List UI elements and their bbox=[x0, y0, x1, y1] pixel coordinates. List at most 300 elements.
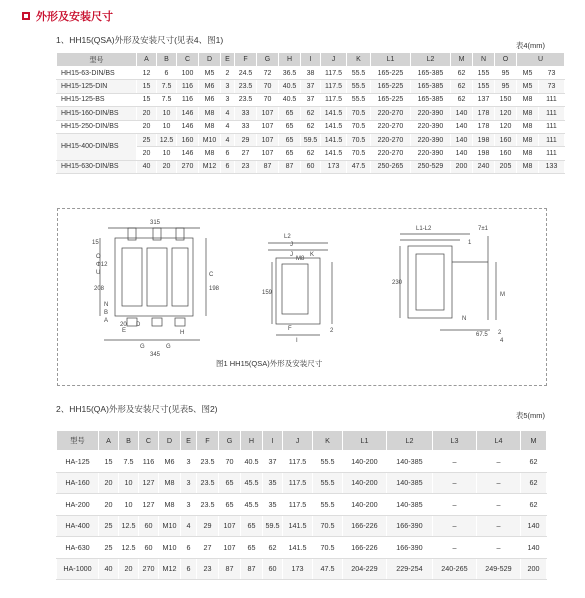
table5-cell: 240-265 bbox=[433, 558, 477, 580]
table5-header-row bbox=[57, 431, 547, 451]
table4-cell: 7.5 bbox=[157, 80, 177, 93]
table5-cell: 107 bbox=[219, 515, 241, 537]
table4-header-o: O bbox=[495, 53, 517, 67]
figure1-dim-label: 230 bbox=[392, 280, 403, 286]
table4-cell: 23.5 bbox=[235, 93, 257, 106]
table4-cell: 173 bbox=[321, 160, 347, 173]
figure1-caption: 图1 HH15(QSA)外形及安装尺寸 bbox=[216, 359, 323, 368]
table4-cell: 111 bbox=[539, 93, 565, 106]
table5-header-cell: M bbox=[521, 431, 547, 451]
table5-model-cell: HA-630 bbox=[57, 537, 99, 559]
table5-cell: – bbox=[477, 451, 521, 473]
table4-model-cell: HH15-63-DIN/BS bbox=[57, 67, 137, 80]
table5-cell: 249-529 bbox=[477, 558, 521, 580]
table4-cell: 116 bbox=[177, 93, 199, 106]
table4-cell: 141.5 bbox=[321, 147, 347, 160]
table4-cell: 95 bbox=[495, 67, 517, 80]
table5-cell: 117.5 bbox=[283, 472, 313, 494]
table4-cell: 270 bbox=[177, 160, 199, 173]
table5-cell: – bbox=[477, 537, 521, 559]
figure1-dim-label: J bbox=[290, 252, 293, 258]
table4-cell: 220-390 bbox=[411, 107, 451, 120]
table4-cell: 65 bbox=[279, 147, 301, 160]
table4-cell: 165-385 bbox=[411, 80, 451, 93]
table5-cell: 141.5 bbox=[283, 537, 313, 559]
table4-cell: M6 bbox=[199, 80, 221, 93]
table5-cell: 87 bbox=[219, 558, 241, 580]
figure1-dim-label: F bbox=[288, 326, 292, 332]
table4-model-cell: HH15-125-DIN bbox=[57, 80, 137, 93]
table4-cell: 10 bbox=[157, 120, 177, 133]
table4-cell: 160 bbox=[495, 147, 517, 160]
table4-cell: M8 bbox=[517, 107, 539, 120]
table5-cell: – bbox=[433, 537, 477, 559]
table5-cell: 23.5 bbox=[197, 451, 219, 473]
table4-cell: 62 bbox=[301, 107, 321, 120]
table4-cell: 141.5 bbox=[321, 120, 347, 133]
table4-cell: 24.5 bbox=[235, 67, 257, 80]
table4-cell: 20 bbox=[137, 147, 157, 160]
table4-cell: 87 bbox=[257, 160, 279, 173]
table4-model-cell: HH15-125-BS bbox=[57, 93, 137, 106]
table5-cell: 117.5 bbox=[283, 494, 313, 516]
table4-cell: 4 bbox=[221, 107, 235, 120]
table4-cell: 2 bbox=[221, 67, 235, 80]
table4-cell: 70 bbox=[257, 93, 279, 106]
table4-header-k: K bbox=[347, 53, 371, 67]
table4-cell: 160 bbox=[177, 133, 199, 146]
table4-header-b: B bbox=[157, 53, 177, 67]
table5-cell: 12.5 bbox=[119, 515, 139, 537]
table5-cell: 270 bbox=[139, 558, 159, 580]
table5-cell: 204-229 bbox=[343, 558, 387, 580]
table4-cell: M8 bbox=[517, 120, 539, 133]
table5-header-cell: F bbox=[197, 431, 219, 451]
table5-cell: 60 bbox=[139, 515, 159, 537]
figure1-dim-label: 7±1 bbox=[478, 226, 488, 232]
table4-cell: 40.5 bbox=[279, 80, 301, 93]
figure1-dim-label: 198 bbox=[209, 286, 220, 292]
table5-cell: 12.5 bbox=[119, 537, 139, 559]
table4-cell: 120 bbox=[495, 120, 517, 133]
table5-cell: 140 bbox=[521, 537, 547, 559]
table5-row bbox=[57, 537, 547, 559]
table4-cell: 155 bbox=[473, 80, 495, 93]
table4-cell: M6 bbox=[199, 93, 221, 106]
figure1-dim-label: 67.5 bbox=[476, 332, 488, 338]
front-pole-2 bbox=[147, 248, 167, 306]
figure1-dim-label: D bbox=[136, 322, 141, 328]
table4-cell: 20 bbox=[157, 160, 177, 173]
table4-cell: 146 bbox=[177, 120, 199, 133]
front-pole-3 bbox=[172, 248, 188, 306]
table4-cell: 60 bbox=[301, 160, 321, 173]
table4-cell: 146 bbox=[177, 107, 199, 120]
table4-cell: 20 bbox=[137, 120, 157, 133]
figure1-dim-label: M bbox=[500, 292, 505, 298]
table5-cell: 35 bbox=[263, 472, 283, 494]
table4-cell: M8 bbox=[199, 120, 221, 133]
table4-cell: 6 bbox=[157, 67, 177, 80]
table4-unit: 表4(mm) bbox=[515, 41, 545, 50]
table4-cell: 23 bbox=[235, 160, 257, 173]
figure1-dim-label: N bbox=[462, 316, 467, 322]
table4-cell: 137 bbox=[473, 93, 495, 106]
table4-cell: 29 bbox=[235, 133, 257, 146]
table4-cell: 55.5 bbox=[347, 67, 371, 80]
figure1-dim-label: H bbox=[180, 330, 185, 336]
table5-cell: 117.5 bbox=[283, 451, 313, 473]
table4-cell: 10 bbox=[157, 107, 177, 120]
table5-cell: 141.5 bbox=[283, 515, 313, 537]
front-bottom-terminal-2 bbox=[152, 318, 162, 326]
figure1-dim-label: U bbox=[96, 270, 101, 276]
table4-cell: 250-265 bbox=[371, 160, 411, 173]
table4-cell: 70.5 bbox=[347, 147, 371, 160]
table4-cell: 15 bbox=[137, 80, 157, 93]
table4-cell: 140 bbox=[451, 133, 473, 146]
table4-cell: 165-225 bbox=[371, 80, 411, 93]
table5-cell: 140-385 bbox=[387, 494, 433, 516]
table5-cell: 25 bbox=[99, 515, 119, 537]
table5 bbox=[56, 430, 547, 580]
table4-cell: 240 bbox=[473, 160, 495, 173]
table5-cell: 10 bbox=[119, 494, 139, 516]
table4-header-l2: L2 bbox=[411, 53, 451, 67]
table4-header-j: J bbox=[321, 53, 347, 67]
table4-cell: M8 bbox=[517, 147, 539, 160]
front-view-body bbox=[115, 238, 193, 316]
table4-cell: 200 bbox=[451, 160, 473, 173]
section1-title: 1、HH15(QSA)外形及安装尺寸(见表4、图1) bbox=[56, 35, 224, 45]
table5-cell: 29 bbox=[197, 515, 219, 537]
table5-cell: 62 bbox=[263, 537, 283, 559]
table4-cell: 70.5 bbox=[347, 107, 371, 120]
table5-cell: 140-200 bbox=[343, 494, 387, 516]
table4-cell: 220-270 bbox=[371, 133, 411, 146]
figure1-dim-label: 20 bbox=[120, 322, 127, 328]
table4-cell: 25 bbox=[137, 133, 157, 146]
table5-model-cell: HA-1000 bbox=[57, 558, 99, 580]
table4-cell: 140 bbox=[451, 147, 473, 160]
table4-cell: 140 bbox=[451, 107, 473, 120]
figure1-dim-label: O bbox=[96, 254, 101, 260]
table4-cell: 220-390 bbox=[411, 147, 451, 160]
table4-cell: M12 bbox=[199, 160, 221, 173]
table4-cell: 38 bbox=[301, 67, 321, 80]
table5-cell: 166-390 bbox=[387, 537, 433, 559]
table4-cell: 7.5 bbox=[157, 93, 177, 106]
table5-cell: 23.5 bbox=[197, 494, 219, 516]
table5-cell: 7.5 bbox=[119, 451, 139, 473]
table4-cell: 37 bbox=[301, 93, 321, 106]
table5-cell: 229-254 bbox=[387, 558, 433, 580]
table4-cell: 160 bbox=[495, 133, 517, 146]
table5-cell: 65 bbox=[219, 472, 241, 494]
table4-cell: 70.5 bbox=[347, 120, 371, 133]
table4-header-a: A bbox=[137, 53, 157, 67]
table4-cell: 178 bbox=[473, 107, 495, 120]
table5-header-cell: H bbox=[241, 431, 263, 451]
figure1-dim-label: B bbox=[104, 310, 109, 316]
table5-cell: 140-200 bbox=[343, 451, 387, 473]
table4-cell: M5 bbox=[517, 80, 539, 93]
table5-header-cell: C bbox=[139, 431, 159, 451]
table5-header-cell: I bbox=[263, 431, 283, 451]
table5-model-cell: HA-125 bbox=[57, 451, 99, 473]
table4-header-n: N bbox=[473, 53, 495, 67]
table4-cell: 116 bbox=[177, 80, 199, 93]
table4-cell: 59.5 bbox=[301, 133, 321, 146]
table5-cell: 116 bbox=[139, 451, 159, 473]
table5-header-cell: 型号 bbox=[57, 431, 99, 451]
table5-cell: – bbox=[477, 494, 521, 516]
table5-cell: 166-226 bbox=[343, 537, 387, 559]
table4-cell: 250-529 bbox=[411, 160, 451, 173]
figure1-dim-label: 159 bbox=[262, 290, 273, 296]
table5-cell: 60 bbox=[263, 558, 283, 580]
table5-cell: 35 bbox=[263, 494, 283, 516]
table4-cell: 111 bbox=[539, 107, 565, 120]
table4-cell: 10 bbox=[157, 147, 177, 160]
table5-cell: 20 bbox=[119, 558, 139, 580]
table5-cell: 140-385 bbox=[387, 451, 433, 473]
table5-cell: 40 bbox=[99, 558, 119, 580]
table5-cell: – bbox=[477, 515, 521, 537]
table5-cell: 107 bbox=[219, 537, 241, 559]
table4-header-f: F bbox=[235, 53, 257, 67]
front-bottom-terminal-3 bbox=[175, 318, 185, 326]
table4-cell: M8 bbox=[517, 133, 539, 146]
table5-header-cell: L3 bbox=[433, 431, 477, 451]
table4-cell: M8 bbox=[199, 107, 221, 120]
table5-header-cell: B bbox=[119, 431, 139, 451]
figure1-dim-label: 2 bbox=[498, 330, 502, 336]
figure1-dim-label: L1-L2 bbox=[416, 226, 432, 232]
table4-cell: 62 bbox=[451, 80, 473, 93]
table5-cell: 23 bbox=[197, 558, 219, 580]
table4-cell: 20 bbox=[137, 107, 157, 120]
table4-cell: 37 bbox=[301, 80, 321, 93]
table5-header-cell: K bbox=[313, 431, 343, 451]
figure1-dim-label: 345 bbox=[150, 352, 161, 358]
table5-cell: 140 bbox=[521, 515, 547, 537]
table5-cell: 65 bbox=[241, 515, 263, 537]
table4-cell: 117.5 bbox=[321, 67, 347, 80]
figure1-dim-label: 4 bbox=[500, 338, 504, 344]
table4-header-e: E bbox=[221, 53, 235, 67]
table4-cell: 15 bbox=[137, 93, 157, 106]
table4-cell: 33 bbox=[235, 107, 257, 120]
table4-cell: 205 bbox=[495, 160, 517, 173]
table5-cell: 127 bbox=[139, 472, 159, 494]
figure1-dim-label: L2 bbox=[284, 234, 291, 240]
table4-cell: 6 bbox=[221, 147, 235, 160]
table5-cell: M8 bbox=[159, 472, 181, 494]
figure1-dim-label: G bbox=[166, 344, 171, 350]
table4-cell: 146 bbox=[177, 147, 199, 160]
table4-header-l1: L1 bbox=[371, 53, 411, 67]
table4-cell: 165-225 bbox=[371, 67, 411, 80]
table4-cell: 27 bbox=[235, 147, 257, 160]
table4-cell: 87 bbox=[279, 160, 301, 173]
table5-cell: 65 bbox=[219, 494, 241, 516]
table5-unit: 表5(mm) bbox=[515, 411, 545, 420]
table4-cell: 220-270 bbox=[371, 107, 411, 120]
side-view-inner bbox=[282, 264, 308, 314]
table4-cell: 107 bbox=[257, 147, 279, 160]
table5-cell: 65 bbox=[241, 537, 263, 559]
table4-cell: 36.5 bbox=[279, 67, 301, 80]
figure1-dim-label: J bbox=[290, 242, 293, 248]
table4-cell: 62 bbox=[451, 67, 473, 80]
table4-cell: 40.5 bbox=[279, 93, 301, 106]
table4-cell: 23.5 bbox=[235, 80, 257, 93]
figure1-dim-label: G bbox=[140, 344, 145, 350]
figure1-dim-label: C bbox=[209, 272, 214, 278]
table5-model-cell: HA-200 bbox=[57, 494, 99, 516]
table5-cell: – bbox=[433, 451, 477, 473]
table5-model-cell: HA-160 bbox=[57, 472, 99, 494]
table5-cell: 25 bbox=[99, 537, 119, 559]
table4-cell: 62 bbox=[301, 147, 321, 160]
table5-cell: 70.5 bbox=[313, 515, 343, 537]
table4-cell: 72 bbox=[257, 67, 279, 80]
table4-header-g: G bbox=[257, 53, 279, 67]
table5-cell: – bbox=[433, 494, 477, 516]
table5-cell: 59.5 bbox=[263, 515, 283, 537]
table4-cell: 4 bbox=[221, 133, 235, 146]
table4-cell: 107 bbox=[257, 120, 279, 133]
table5-row bbox=[57, 451, 547, 473]
table4-cell: 150 bbox=[495, 93, 517, 106]
table4-cell: 65 bbox=[279, 133, 301, 146]
table5-cell: M6 bbox=[159, 451, 181, 473]
table4-cell: 62 bbox=[451, 93, 473, 106]
table4-cell: 198 bbox=[473, 147, 495, 160]
table5-cell: 55.5 bbox=[313, 451, 343, 473]
table4-cell: M8 bbox=[517, 160, 539, 173]
table5-cell: M12 bbox=[159, 558, 181, 580]
table5-header-cell: L1 bbox=[343, 431, 387, 451]
table4-cell: 117.5 bbox=[321, 93, 347, 106]
figure1-dim-label: 15 bbox=[92, 240, 99, 246]
table4-header-u: U bbox=[517, 53, 565, 67]
table5-cell: 140-385 bbox=[387, 472, 433, 494]
table4-model-cell: HH15-160-DIN/BS bbox=[57, 107, 137, 120]
table4-cell: 70 bbox=[257, 80, 279, 93]
table4-cell: 47.5 bbox=[347, 160, 371, 173]
figure1-dim-label: K bbox=[310, 252, 315, 258]
table4-cell: M5 bbox=[517, 67, 539, 80]
table5-cell: 4 bbox=[181, 515, 197, 537]
table5-cell: 3 bbox=[181, 494, 197, 516]
figure1-dim-label: E bbox=[122, 328, 127, 334]
table5-cell: 62 bbox=[521, 451, 547, 473]
table4-cell: 155 bbox=[473, 67, 495, 80]
table4-cell: 6 bbox=[221, 160, 235, 173]
figure1-dim-label: 1 bbox=[468, 240, 472, 246]
table4-cell: 220-390 bbox=[411, 120, 451, 133]
table4-cell: M8 bbox=[199, 147, 221, 160]
table5-cell: 55.5 bbox=[313, 494, 343, 516]
figure1-dim-label: Φ12 bbox=[96, 262, 108, 268]
table4-model-cell: HH15-250-DIN/BS bbox=[57, 120, 137, 133]
table4-cell: 4 bbox=[221, 120, 235, 133]
table5-header-cell: G bbox=[219, 431, 241, 451]
table5-cell: 10 bbox=[119, 472, 139, 494]
table4-header-h: H bbox=[279, 53, 301, 67]
table5-cell: 166-226 bbox=[343, 515, 387, 537]
table4-cell: M10 bbox=[199, 133, 221, 146]
table5-cell: 70.5 bbox=[313, 537, 343, 559]
table5-cell: 3 bbox=[181, 451, 197, 473]
table5-cell: M10 bbox=[159, 515, 181, 537]
table4-cell: 140 bbox=[451, 120, 473, 133]
table5-row bbox=[57, 515, 547, 537]
page-title: 外形及安装尺寸 bbox=[36, 11, 113, 23]
table4-cell: 117.5 bbox=[321, 80, 347, 93]
table4-cell: 73 bbox=[539, 67, 565, 80]
table4-cell: 55.5 bbox=[347, 93, 371, 106]
table4-model-cell: HH15-630-DIN/BS bbox=[57, 160, 137, 173]
table5-cell: 20 bbox=[99, 494, 119, 516]
table4-header-d: D bbox=[199, 53, 221, 67]
table4-cell: 62 bbox=[301, 120, 321, 133]
figure1-dim-label: 315 bbox=[150, 220, 161, 226]
table5-cell: M10 bbox=[159, 537, 181, 559]
table5-model-cell: HA-400 bbox=[57, 515, 99, 537]
figure1-dim-label: M8 bbox=[296, 256, 305, 262]
table4-cell: 220-270 bbox=[371, 147, 411, 160]
table5-row bbox=[57, 494, 547, 516]
table5-cell: 62 bbox=[521, 472, 547, 494]
table4-model-cell: HH15-400-DIN/BS bbox=[57, 133, 137, 160]
table4-cell: 95 bbox=[495, 80, 517, 93]
table5-cell: – bbox=[433, 472, 477, 494]
table5-cell: M8 bbox=[159, 494, 181, 516]
table5-row bbox=[57, 472, 547, 494]
table4-cell: 120 bbox=[495, 107, 517, 120]
figure1-dim-label: I bbox=[296, 338, 298, 344]
table4-cell: 141.5 bbox=[321, 107, 347, 120]
table5-cell: 45.5 bbox=[241, 472, 263, 494]
table4-cell: 107 bbox=[257, 107, 279, 120]
table4-cell: 165-385 bbox=[411, 67, 451, 80]
table5-cell: 20 bbox=[99, 472, 119, 494]
table5-cell: 87 bbox=[241, 558, 263, 580]
table4-cell: 198 bbox=[473, 133, 495, 146]
table5-cell: 55.5 bbox=[313, 472, 343, 494]
table4-cell: 133 bbox=[539, 160, 565, 173]
table5-cell: 37 bbox=[263, 451, 283, 473]
table4-header-i: I bbox=[301, 53, 321, 67]
table5-cell: 140-200 bbox=[343, 472, 387, 494]
table5-cell: 15 bbox=[99, 451, 119, 473]
table5-cell: 70 bbox=[219, 451, 241, 473]
table4-header-model: 型号 bbox=[57, 53, 137, 67]
table4-cell: 65 bbox=[279, 107, 301, 120]
table5-cell: 6 bbox=[181, 537, 197, 559]
figure1-dim-label: A bbox=[104, 318, 109, 324]
section2-title: 2、HH15(QA)外形及安装尺寸(见表5、图2) bbox=[56, 404, 218, 414]
table4-cell: 65 bbox=[279, 120, 301, 133]
table5-cell: 40.5 bbox=[241, 451, 263, 473]
table4-cell: 40 bbox=[137, 160, 157, 173]
table4-cell: 111 bbox=[539, 120, 565, 133]
table5-header-cell: J bbox=[283, 431, 313, 451]
table4-cell: 141.5 bbox=[321, 133, 347, 146]
